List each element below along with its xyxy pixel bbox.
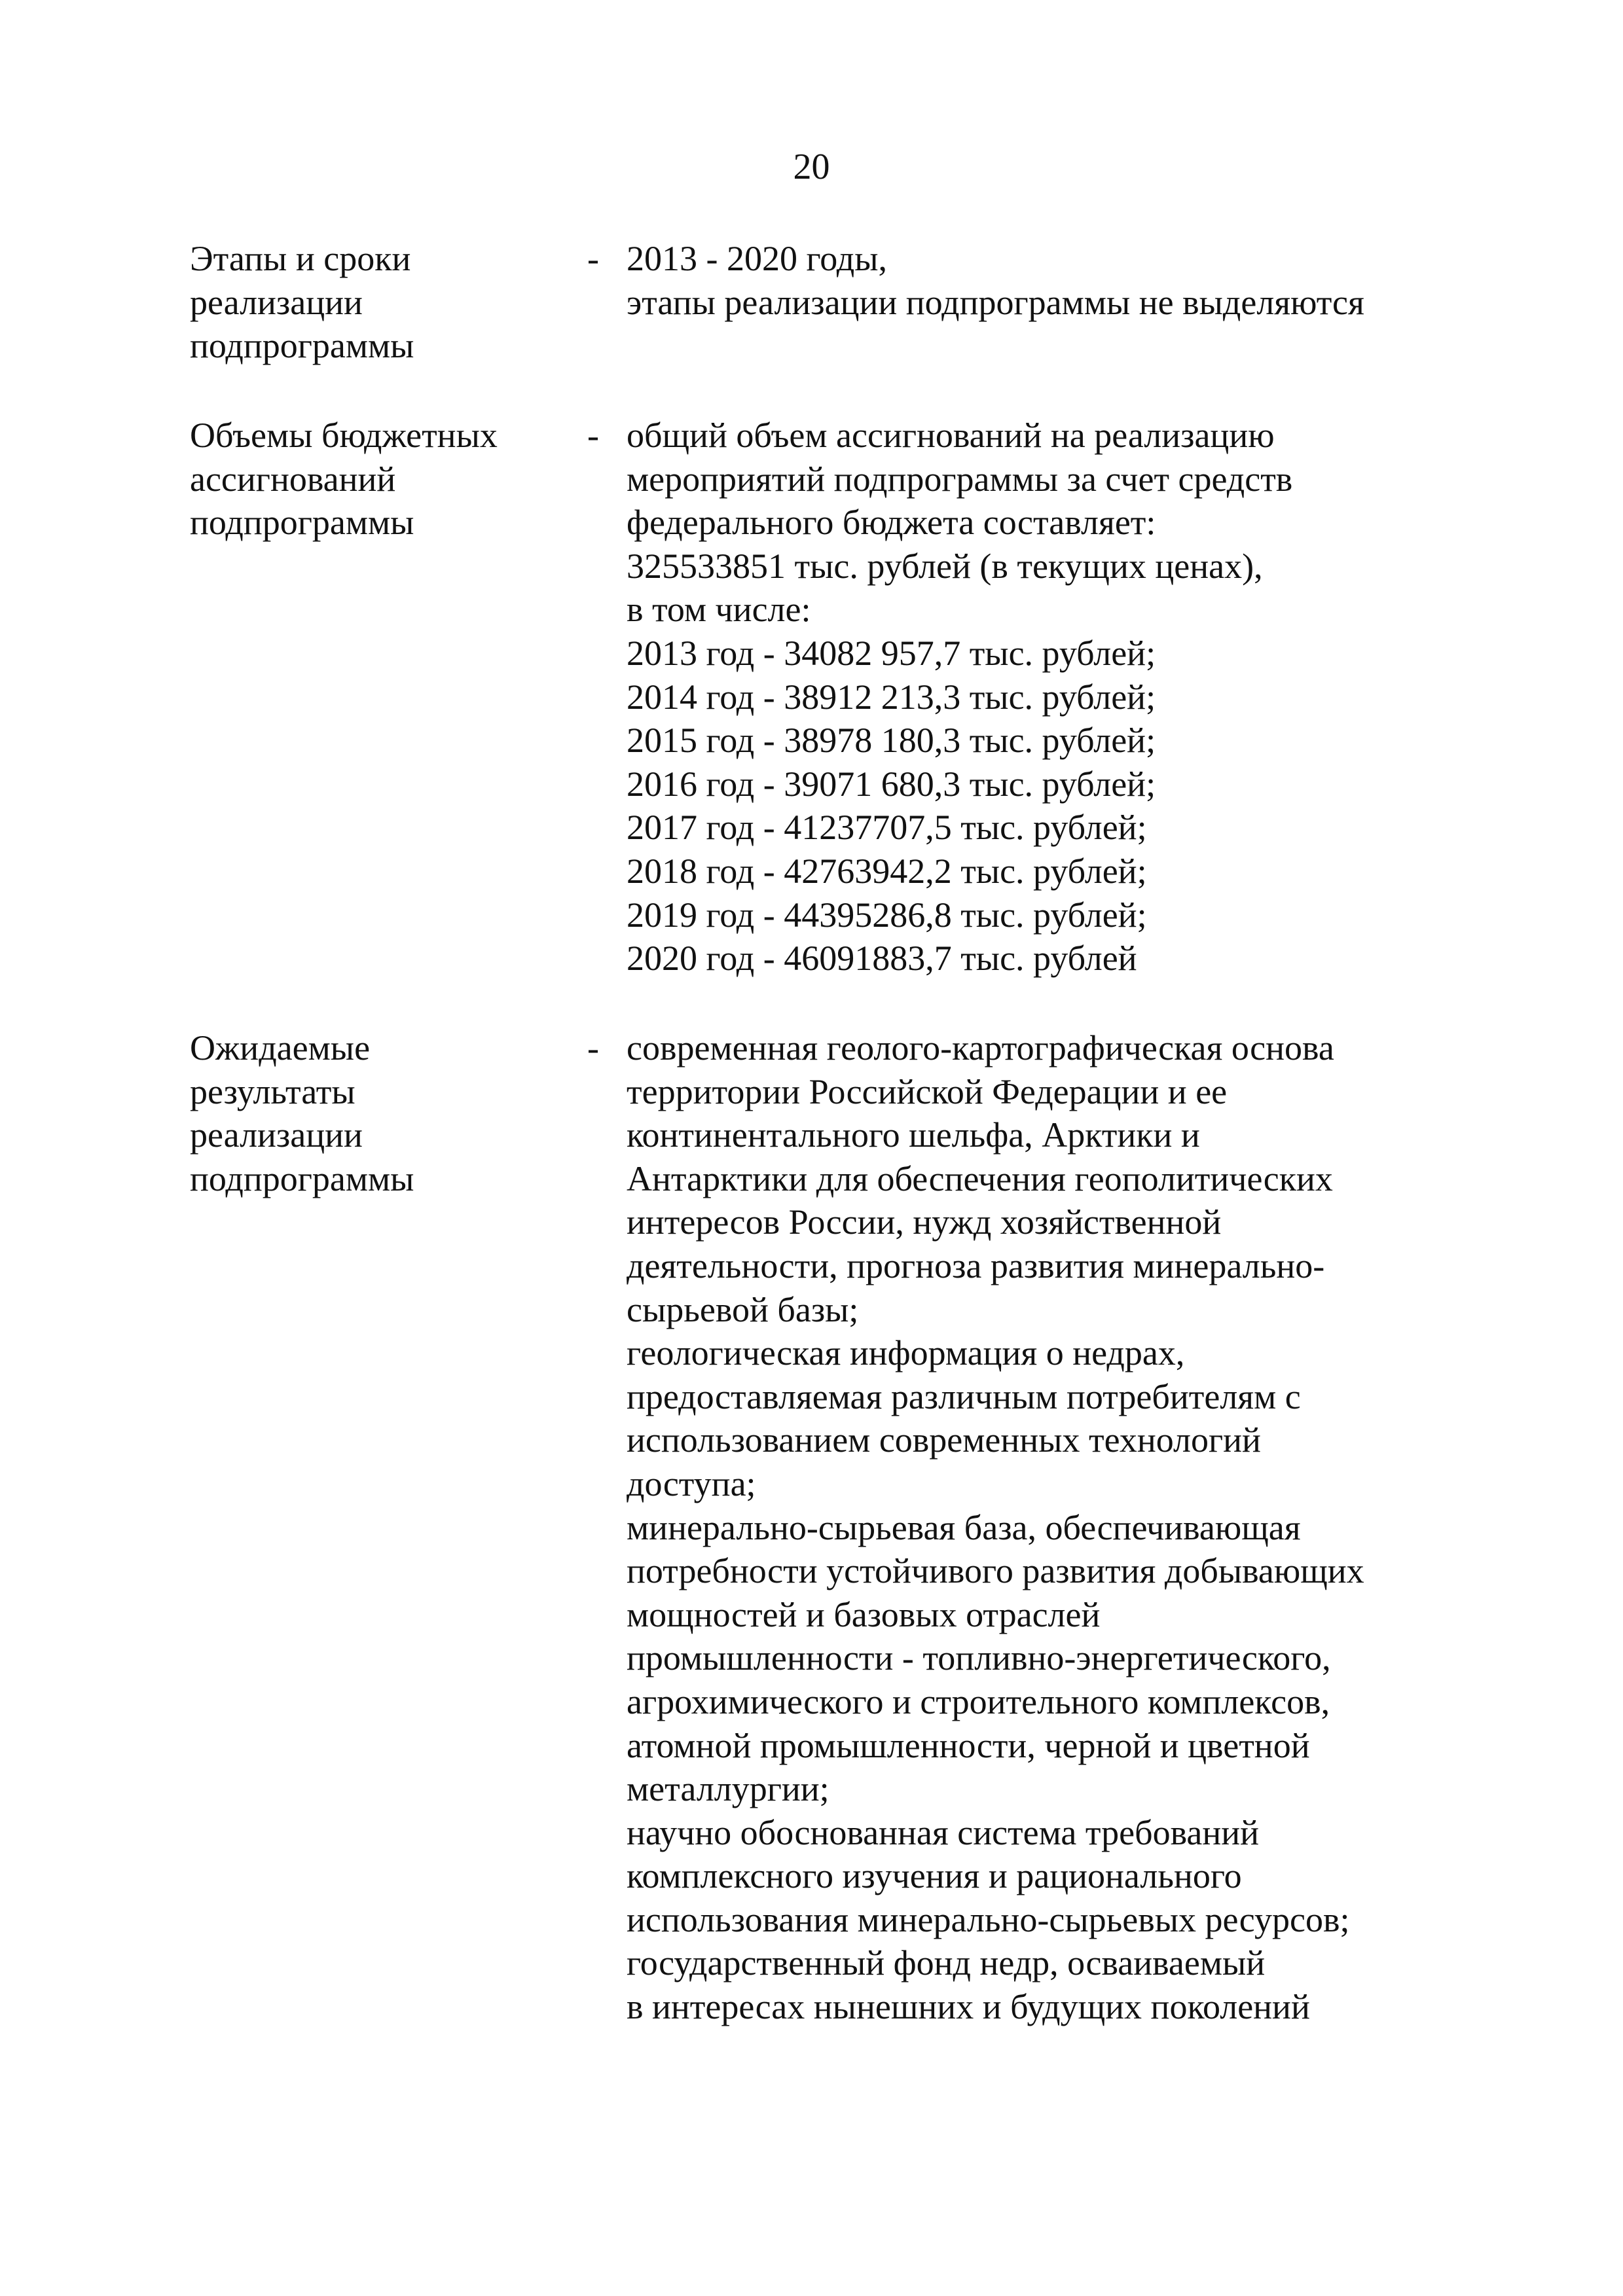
- section-content: [627, 237, 1478, 324]
- label-line: реализации: [190, 1115, 363, 1155]
- content-line: геологическая информация о недрах,: [627, 1333, 1185, 1373]
- content-line: использованием современных технологий: [627, 1420, 1261, 1460]
- budget-year-line: 2018 год - 42763942,2 тыс. рублей;: [627, 851, 1147, 891]
- content-line: мероприятий подпрограммы за счет средств: [627, 459, 1293, 499]
- label-line: реализации: [190, 282, 363, 322]
- section-label: [190, 414, 556, 545]
- content-line: континентального шельфа, Арктики и: [627, 1115, 1200, 1155]
- content-line: предоставляемая различным потребителям с: [627, 1376, 1301, 1416]
- label-line: подпрограммы: [190, 503, 414, 543]
- content-line: сырьевой базы;: [627, 1289, 859, 1329]
- content-line: этапы реализации подпрограммы не выделяются: [627, 282, 1364, 322]
- budget-year-line: 2019 год - 44395286,8 тыс. рублей;: [627, 895, 1147, 935]
- content-line: в том числе:: [627, 590, 811, 630]
- page-number: 20: [793, 147, 830, 187]
- label-line: Объемы бюджетных: [190, 416, 498, 455]
- content-line: современная геолого-картографическая основа: [627, 1028, 1334, 1067]
- label-line: ассигнований: [190, 459, 396, 499]
- dash-separator: -: [587, 239, 599, 278]
- label-line: подпрограммы: [190, 326, 414, 366]
- content-line: 2013 - 2020 годы,: [627, 239, 887, 278]
- section-budget-allocations: [190, 414, 1473, 990]
- label-line: Этапы и сроки: [190, 239, 411, 278]
- content-line: научно обоснованная система требований: [627, 1812, 1260, 1852]
- budget-year-line: 2013 год - 34082 957,7 тыс. рублей;: [627, 633, 1156, 673]
- section-expected-results: [190, 1026, 1473, 2073]
- content-line: доступа;: [627, 1463, 756, 1503]
- content-line: в интересах нынешних и будущих поколений: [627, 1987, 1310, 2027]
- dash-separator: -: [587, 1028, 599, 1067]
- content-line: Антарктики для обеспечения геополитических: [627, 1158, 1333, 1198]
- content-line: промышленности - топливно-энергетического,: [627, 1638, 1331, 1678]
- section-stages-and-terms: [190, 237, 1473, 374]
- content-line: территории Российской Федерации и ее: [627, 1071, 1228, 1111]
- budget-year-line: 2014 год - 38912 213,3 тыс. рублей;: [627, 677, 1156, 717]
- section-label: [190, 1026, 556, 1200]
- dash-separator: -: [587, 416, 599, 455]
- content-line: государственный фонд недр, осваиваемый: [627, 1943, 1266, 1983]
- label-line: Ожидаемые: [190, 1028, 371, 1067]
- content-line: общий объем ассигнований на реализацию: [627, 416, 1275, 455]
- content-line: деятельности, прогноза развития минерально-: [627, 1246, 1325, 1285]
- label-line: подпрограммы: [190, 1158, 414, 1198]
- content-line: интересов России, нужд хозяйственной: [627, 1202, 1222, 1242]
- content-line: использования минерально-сырьевых ресурсов;: [627, 1899, 1350, 1939]
- content-line: минерально-сырьевая база, обеспечивающая: [627, 1507, 1301, 1547]
- budget-year-line: 2020 год - 46091883,7 тыс. рублей: [627, 939, 1137, 978]
- content-line: мощностей и базовых отраслей: [627, 1594, 1101, 1634]
- content-line: агрохимического и строительного комплексов,: [627, 1681, 1330, 1721]
- budget-year-line: 2016 год - 39071 680,3 тыс. рублей;: [627, 764, 1156, 804]
- content-line: комплексного изучения и рационального: [627, 1856, 1242, 1896]
- content-line: металлургии;: [627, 1769, 830, 1809]
- section-content: [627, 414, 1478, 980]
- content-line: федерального бюджета составляет:: [627, 503, 1156, 543]
- section-label: [190, 237, 556, 368]
- label-line: результаты: [190, 1071, 356, 1111]
- budget-year-line: 2017 год - 41237707,5 тыс. рублей;: [627, 808, 1147, 848]
- content-line: 325533851 тыс. рублей (в текущих ценах),: [627, 546, 1263, 586]
- budget-year-line: 2015 год - 38978 180,3 тыс. рублей;: [627, 721, 1156, 761]
- content-line: потребности устойчивого развития добывающих: [627, 1551, 1364, 1591]
- section-content: [627, 1026, 1478, 2029]
- content-line: атомной промышленности, черной и цветной: [627, 1725, 1310, 1765]
